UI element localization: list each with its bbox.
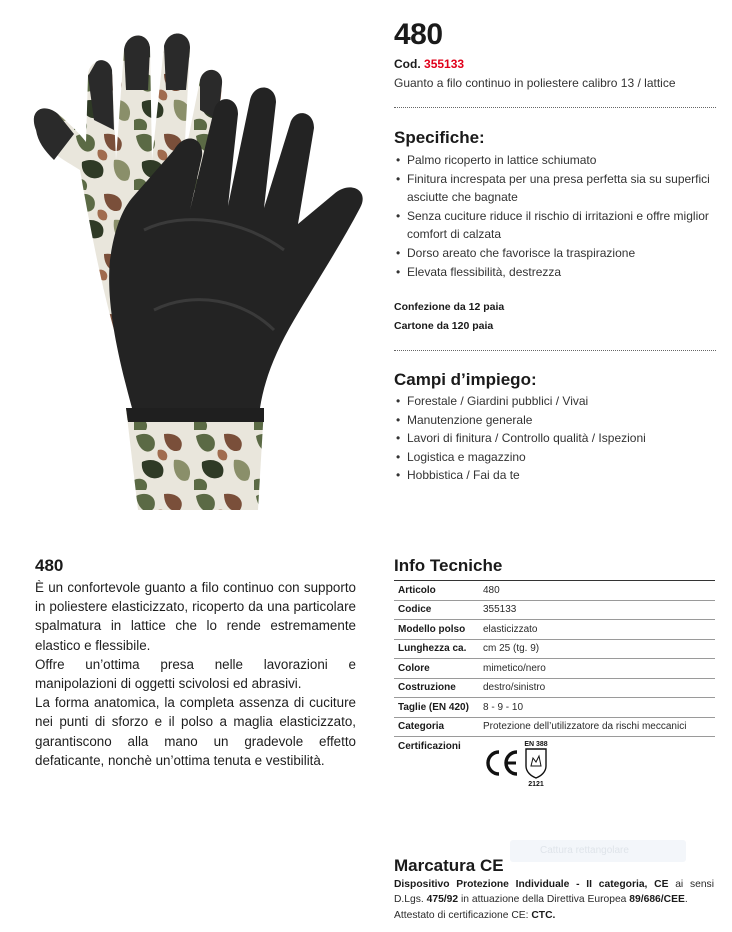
specifiche-item: • Elevata flessibilità, destrezza <box>396 263 716 282</box>
marcatura-s8: CTC. <box>531 909 556 921</box>
dotted-divider <box>394 350 716 351</box>
row-label: Taglie (EN 420) <box>394 698 479 718</box>
row-label: Colore <box>394 659 479 679</box>
campi-list <box>396 392 716 485</box>
table-row <box>394 678 715 698</box>
row-label: Modello polso <box>394 620 479 640</box>
row-label: Articolo <box>394 581 479 601</box>
table-row <box>394 620 715 640</box>
en388-shield-icon <box>522 738 550 788</box>
row-value: cm 25 (tg. 9) <box>479 639 715 659</box>
row-label: Categoria <box>394 717 479 737</box>
description-paragraph: La forma anatomica, la completa assenza di cuciture nei punti di sforzo e il polso a maglia elasticizzato, garantiscono alla mano un gradevole effetto defaticante, nonchè un’ottima tenuta e vestibilità. <box>35 695 356 768</box>
specifiche-item: • Dorso areato che favorisce la traspirazione <box>396 244 716 263</box>
packing-info <box>394 298 504 336</box>
specifiche-heading: Specifiche: <box>394 128 485 147</box>
info-tecniche-table <box>394 580 715 787</box>
marcatura-s6: . <box>684 894 688 906</box>
row-label: Codice <box>394 600 479 620</box>
description-paragraph: Offre un’ottima presa nelle lavorazioni e manipolazioni di oggetti scivolosi ed abrasivi. <box>35 656 356 692</box>
specifiche-item: • Senza cuciture riduce il rischio di irritazioni e offre miglior comfort di calzata <box>396 207 716 244</box>
info-tecniche-heading: Info Tecniche <box>394 556 503 575</box>
table-row <box>394 600 715 620</box>
dotted-divider <box>394 107 716 108</box>
table-row <box>394 639 715 659</box>
en-code-text: 2121 <box>528 781 544 788</box>
cod-label: Cod. <box>394 57 421 71</box>
row-label: Costruzione <box>394 678 479 698</box>
confezione-text: Confezione da 12 paia <box>394 301 505 313</box>
row-value: 480 <box>479 581 715 601</box>
marcatura-s4: in attuazione della Direttiva Europea <box>458 894 630 906</box>
product-code-title: 480 <box>394 18 443 51</box>
description-paragraph: È un confortevole guanto a filo continuo con supporto in poliestere elasticizzato, ricoperto da una particolare spalmatura in lattice che lo rende estremamente elastico e flessibile. <box>35 580 356 653</box>
marcatura-s5: 89/686/CEE <box>629 894 685 906</box>
cod-value: 355133 <box>424 57 465 71</box>
en-norm-text: EN 388 <box>524 741 548 748</box>
table-row <box>394 581 715 601</box>
campi-item: • Manutenzione generale <box>396 411 716 430</box>
table-row <box>394 698 715 718</box>
table-row <box>394 717 715 737</box>
ghost-overlay-label: Cattura rettangolare <box>510 840 686 862</box>
row-value: mimetico/nero <box>479 659 715 679</box>
row-label: Certificazioni <box>394 737 479 787</box>
front-glove-cuff <box>126 408 264 510</box>
row-label: Lunghezza ca. <box>394 639 479 659</box>
specifiche-item: • Palmo ricoperto in lattice schiumato <box>396 151 716 170</box>
marcatura-s1: Dispositivo Protezione Individuale - II categoria, CE <box>394 879 669 890</box>
marcatura-s2: ai sensi D.Lgs. <box>394 879 714 906</box>
row-value: destro/sinistro <box>479 678 715 698</box>
row-value: 355133 <box>479 600 715 620</box>
description-body <box>35 578 356 770</box>
table-row <box>394 737 715 787</box>
marcatura-heading: Marcatura CE <box>394 856 504 875</box>
row-value: elasticizzato <box>479 620 715 640</box>
campi-item: • Forestale / Giardini pubblici / Vivai <box>396 392 716 411</box>
marcatura-s3: 475/92 <box>426 894 459 906</box>
campi-item: • Lavori di finitura / Controllo qualità / Ispezioni <box>396 429 716 448</box>
table-row <box>394 659 715 679</box>
specifiche-list <box>396 151 716 281</box>
specifiche-item: • Finitura increspata per una presa perfetta sia su superfici asciutte che bagnate <box>396 170 716 207</box>
ce-mark-icon <box>484 748 520 778</box>
glove-product-image <box>14 10 386 520</box>
campi-item: • Hobbistica / Fai da te <box>396 466 716 485</box>
cartone-text: Cartone da 120 paia <box>394 320 494 332</box>
row-value: 8 - 9 - 10 <box>479 698 715 718</box>
marcatura-body <box>394 877 714 923</box>
description-title: 480 <box>35 556 64 575</box>
campi-item: • Logistica e magazzino <box>396 448 716 467</box>
campi-heading: Campi d’impiego: <box>394 370 537 389</box>
product-subtitle: Guanto a filo continuo in poliestere calibro 13 / lattice <box>394 76 676 90</box>
product-cod-line <box>394 57 464 71</box>
row-value: Protezione dell’utilizzatore da rischi meccanici <box>479 717 715 737</box>
marcatura-s7: Attestato di certificazione CE: <box>394 909 532 921</box>
